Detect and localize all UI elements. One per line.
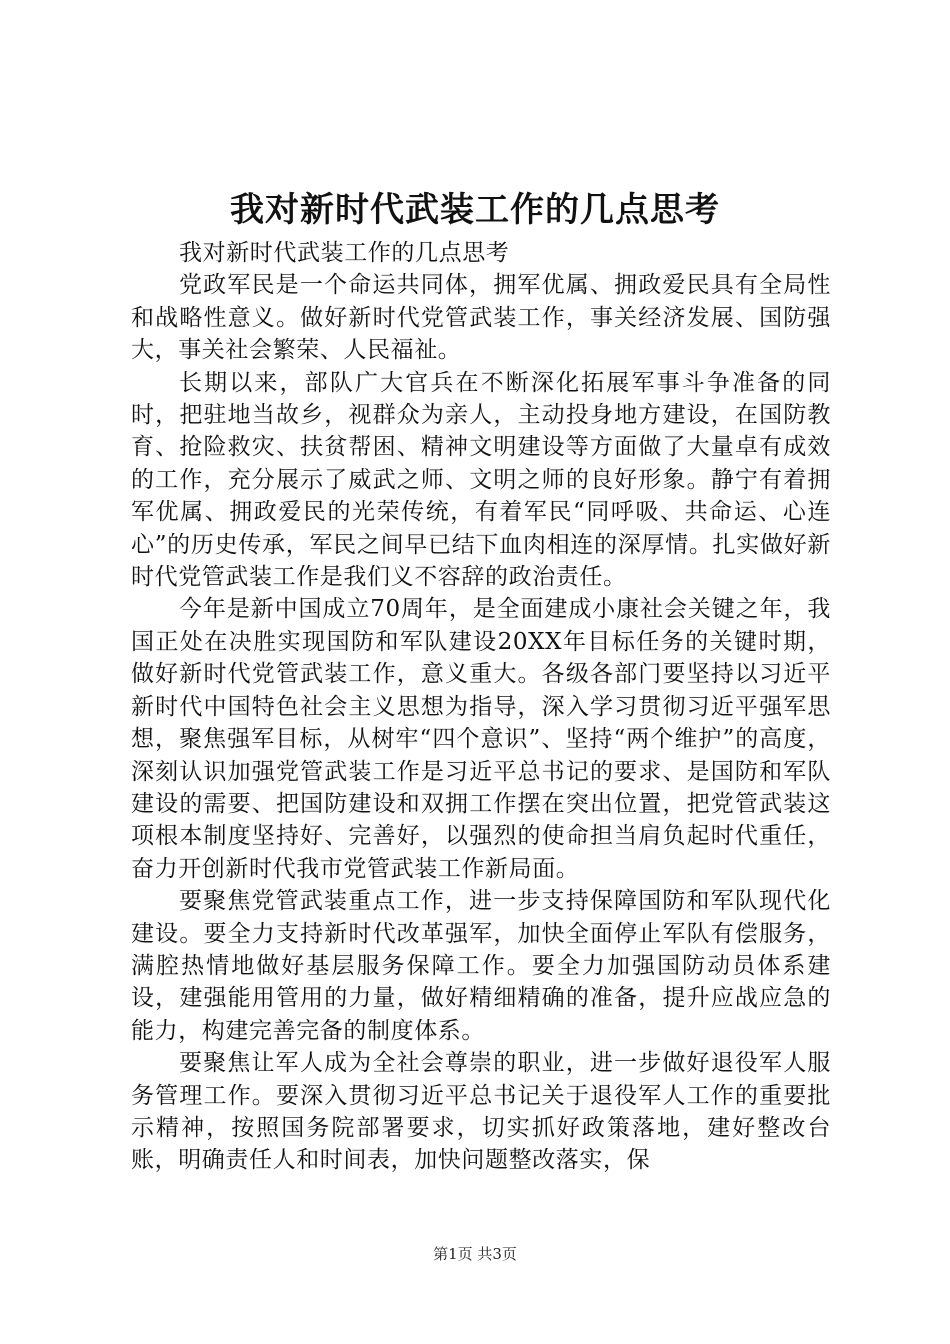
paragraph: 长期以来，部队广大官兵在不断深化拓展军事斗争准备的同时，把驻地当故乡，视群众为亲人，主动投身地方建设，在国防教育、抢险救灾、扶贫帮困、精神文明建设等方面做了大量卓有成效的工作，充分展示了威武之师、文明之师的良好形象。静宁有着拥军优属、拥政爱民的光荣传统，有着军民“同呼吸、共命运、心连心”的历史传承，军民之间早已结下血肉相连的深厚情。扎实做好新时代党管武装工作是我们义不容辞的政治责任。 (131, 369, 831, 591)
paragraph: 党政军民是一个命运共同体，拥军优属、拥政爱民具有全局性和战略性意义。做好新时代党管武装工作，事关经济发展、国防强大，事关社会繁荣、人民福祉。 (131, 272, 831, 364)
paragraph: 我对新时代武装工作的几点思考 (179, 240, 510, 266)
document-body (131, 237, 831, 1177)
paragraph: 今年是新中国成立70周年，是全面建成小康社会关键之年，我国正处在决胜实现国防和军队建设20XX年目标任务的关键时期，做好新时代党管武装工作，意义重大。各级各部门要坚持以习近平新时代中国特色社会主义思想为指导，深入学习贯彻习近平强军思想，聚焦强军目标，从树牢“四个意识”、坚持“两个维护”的高度，深刻认识加强党管武装工作是习近平总书记的要求、是国防和军队建设的需要、把国防建设和双拥工作摆在突出位置，把党管武装这项根本制度坚持好、完善好，以强烈的使命担当肩负起时代重任，奋力开创新时代我市党管武装工作新局面。 (131, 596, 831, 882)
paragraph: 要聚焦让军人成为全社会尊崇的职业，进一步做好退役军人服务管理工作。要深入贯彻习近平总书记关于退役军人工作的重要批示精神，按照国务院部署要求，切实抓好政策落地，建好整改台账，明确责任人和时间表，加快问题整改落实，保 (131, 1050, 831, 1174)
document-title: 我对新时代武装工作的几点思考 (230, 190, 720, 230)
paragraph: 要聚焦党管武装重点工作，进一步支持保障国防和军队现代化建设。要全力支持新时代改革强军，加快全面停止军队有偿服务，满腔热情地做好基层服务保障工作。要全力加强国防动员体系建设，建强能用管用的力量，做好精细精确的准备，提升应战应急的能力，构建完善完备的制度体系。 (131, 888, 831, 1044)
page-footer: 第1页 共3页 (433, 1245, 517, 1263)
